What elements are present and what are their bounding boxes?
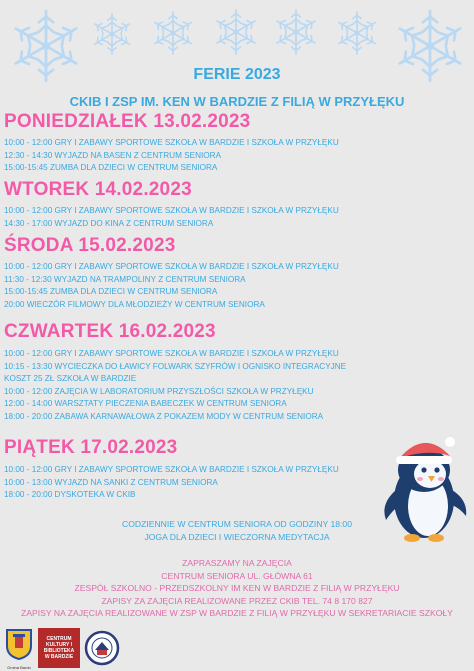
schedule-item: 10:15 - 13:30 WYCIECZKA DO ŁAWICY FOLWARK SZYFRÓW I OGNISKO INTEGRACYJNE: [4, 361, 347, 371]
schedule-item: 14:30 - 17:00 WYJAZD DO KINA Z CENTRUM SENIORA: [4, 218, 214, 228]
schedule-item: 10:00 - 12:00 GRY I ZABAWY SPORTOWE SZKOŁA W BARDZIE I SZKOŁA W PRZYŁĘKU: [4, 349, 339, 358]
day-heading-wednesday: ŚRODA 15.02.2023: [4, 235, 176, 256]
schedule-item: 10:00 - 12:00 ZAJĘCIA W LABORATORIUM PRZYSZŁOŚCI SZKOŁA W PRZYŁĘKU: [4, 386, 314, 396]
schedule-item: 15:00-15:45 ZUMBA DLA DZIECI W CENTRUM SENIORA: [4, 163, 218, 172]
school-emblem-icon: [84, 630, 120, 666]
schedule-item: 10:00 - 12:00 GRY I ZABAWY SPORTOWE SZKOŁA W BARDZIE I SZKOŁA W PRZYŁĘKU: [4, 206, 339, 215]
day-heading-thursday: CZWARTEK 16.02.2023: [4, 321, 216, 342]
school-logo: [84, 630, 120, 666]
day-schedule-tuesday: [4, 205, 339, 230]
snowflake-icon: [272, 8, 320, 56]
footer-line: CENTRUM SENIORA UL. GŁÓWNA 61: [161, 570, 313, 581]
schedule-item: 18:00 - 20:00 DYSKOTEKA W CKIB: [4, 490, 136, 499]
schedule-item: 10:00 - 13:00 WYJAZD NA SANKI Z CENTRUM SENIORA: [4, 477, 218, 487]
gmina-bardo-logo: [4, 628, 34, 668]
ckib-logo: [38, 628, 80, 668]
schedule-item: 15:00-15:45 ZUMBA DLA DZIECI W CENTRUM SENIORA: [4, 287, 218, 296]
snowflake-icon: [150, 10, 196, 56]
daily-line: JOGA DLA DZIECI I WIECZORNA MEDYTACJA: [144, 531, 330, 542]
schedule-item: 12:30 - 14:30 WYJAZD NA BASEN Z CENTRUM SENIORA: [4, 150, 222, 160]
gmina-caption: Gmina Bardo: [7, 665, 31, 670]
schedule-item: 10:00 - 12:00 GRY I ZABAWY SPORTOWE SZKOŁA W BARDZIE I SZKOŁA W PRZYŁĘKU: [4, 262, 339, 271]
snowflake-icon: [90, 12, 134, 56]
schedule-item: 18:00 - 20:00 ZABAWA KARNAWAŁOWA Z POKAZEM MODY W CENTRUM SENIORA: [4, 411, 324, 421]
footer-info: [0, 557, 474, 620]
day-schedule-wednesday: [4, 261, 339, 311]
footer-line: ZAPISY ZA ZAJĘCIA REALIZOWANE PRZEZ CKIB TEL. 74 8 170 827: [101, 595, 373, 606]
page-title: FERIE 2023: [193, 66, 281, 83]
day-schedule-monday: [4, 137, 339, 175]
ckib-logo-text: CENTRUM KULTURY I BIBLIOTEKA W BARDZIE: [43, 636, 75, 660]
schedule-item: 12:00 - 14:00 WARSZTATY PIECZENIA BABECZEK W CENTRUM SENIORA: [4, 399, 287, 408]
footer-line: ZAPISY NA ZAJĘCIA REALIZOWANE W ZSP W BARDZIE Z FILIĄ W PRZYŁĘKU W SEKRETARIACIE SZKOŁY: [21, 608, 453, 618]
snowflake-icon: [334, 10, 380, 56]
day-schedule-friday: [4, 464, 339, 502]
footer-line: ZESPÓŁ SZKOLNO - PRZEDSZKOLNY IM KEN W BARDZIE Z FILIĄ W PRZYŁĘKU: [74, 583, 400, 593]
schedule-item: KOSZT 25 ZŁ SZKOŁA W BARDZIE: [4, 374, 137, 383]
schedule-item: 11:30 - 12:30 WYJAZD NA TRAMPOLINY Z CENTRUM SENIORA: [4, 274, 246, 284]
day-heading-tuesday: WTOREK 14.02.2023: [4, 179, 192, 200]
schedule-item: 10:00 - 12:00 GRY I ZABAWY SPORTOWE SZKOŁA W BARDZIE I SZKOŁA W PRZYŁĘKU: [4, 465, 339, 474]
day-schedule-thursday: [4, 348, 346, 423]
snowflake-icon: [212, 8, 260, 56]
schedule-item: 20:00 WIECZÓR FILMOWY DLA MŁODZIEŻY W CENTRUM SENIORA: [4, 299, 265, 309]
day-heading-friday: PIĄTEK 17.02.2023: [4, 437, 178, 458]
footer-line: ZAPRASZAMY NA ZAJĘCIA: [182, 558, 292, 568]
page-subtitle: CKIB I ZSP IM. KEN W BARDZIE Z FILIĄ W PRZYŁĘKU: [69, 94, 405, 109]
day-heading-monday: PONIEDZIAŁEK 13.02.2023: [4, 111, 251, 132]
schedule-item: 10:00 - 12:00 GRY I ZABAWY SPORTOWE SZKOŁA W BARDZIE I SZKOŁA W PRZYŁĘKU: [4, 138, 339, 147]
coat-of-arms-icon: [4, 628, 34, 660]
daily-activities: [0, 518, 474, 543]
daily-line: CODZIENNIE W CENTRUM SENIORA OD GODZINY 18:00: [122, 519, 352, 529]
